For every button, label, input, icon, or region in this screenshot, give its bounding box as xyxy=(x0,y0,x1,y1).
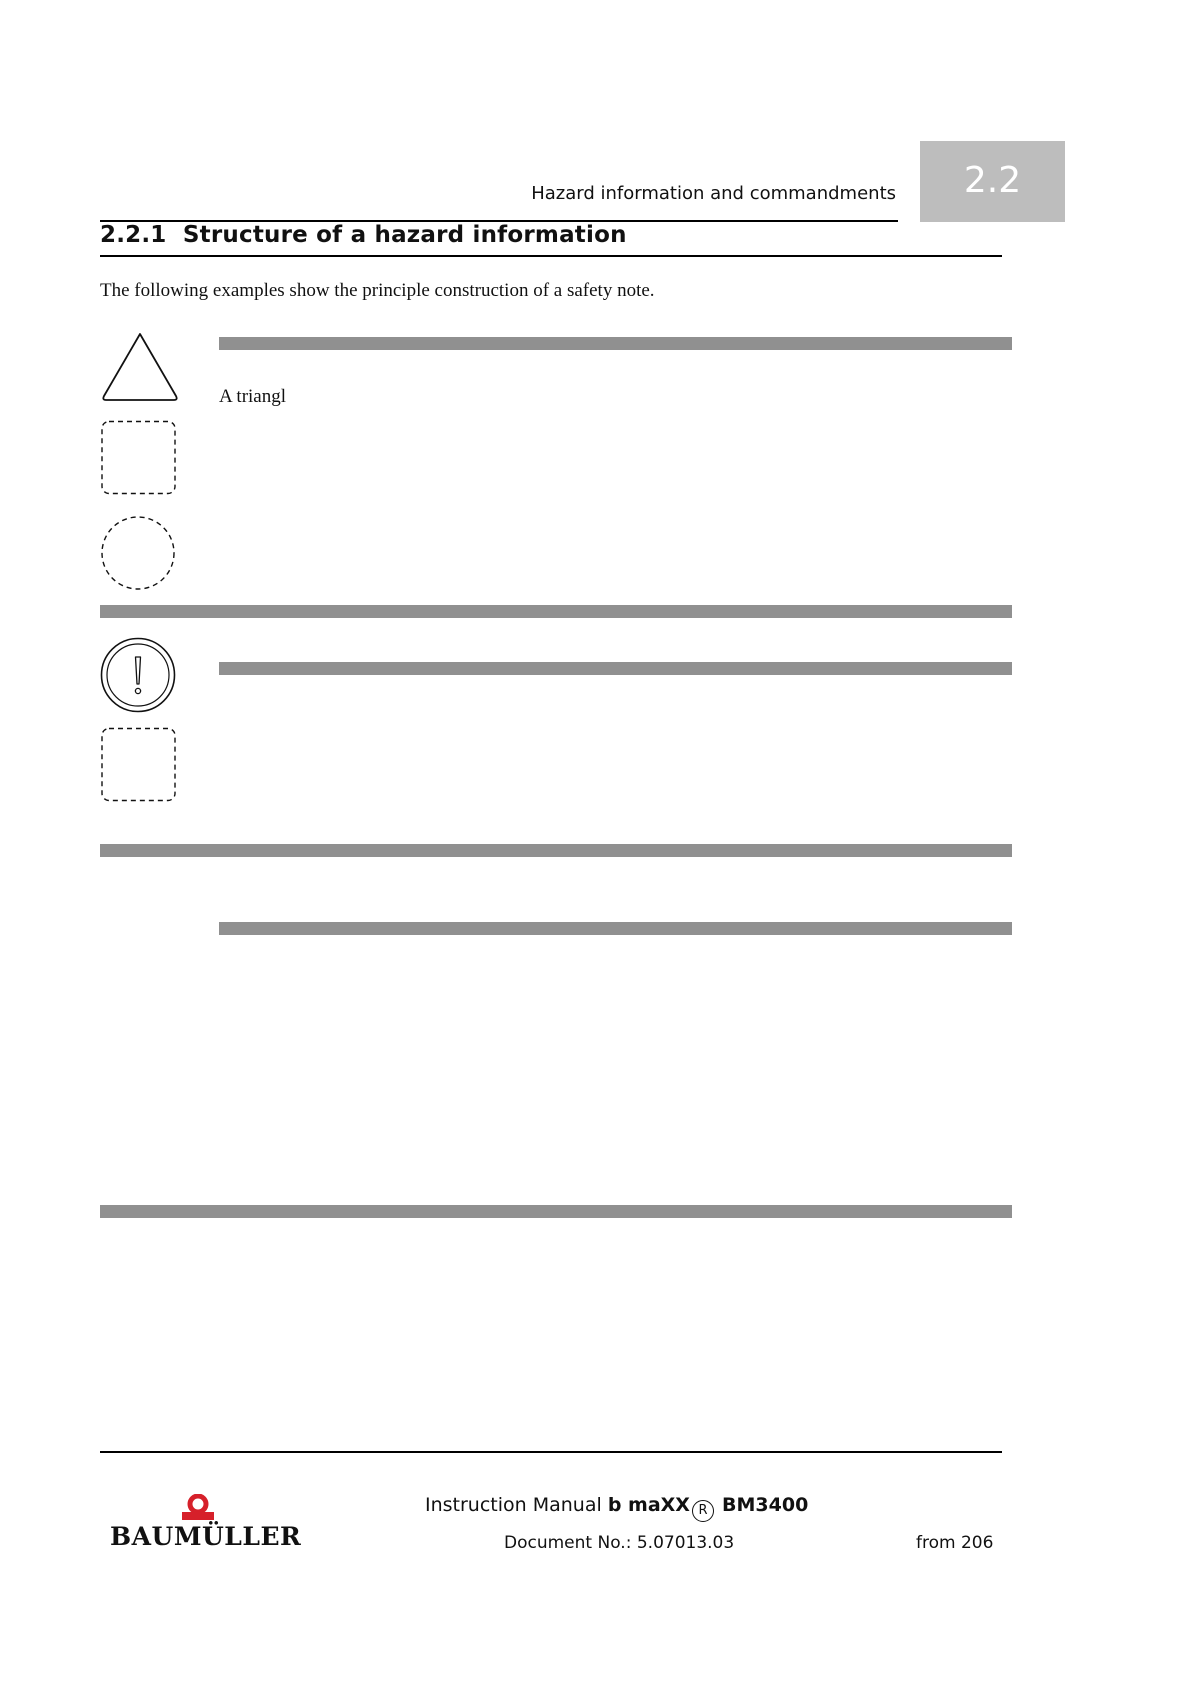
footer-rule xyxy=(100,1451,1002,1453)
heading-bar xyxy=(219,922,1012,935)
baumuller-logo-mark-icon xyxy=(180,1494,216,1522)
heading-bar xyxy=(219,662,1012,675)
logo-wordmark: BAUMÜLLER xyxy=(110,1522,302,1551)
baumuller-logo xyxy=(110,1494,302,1552)
manual-product: b maXX xyxy=(607,1494,690,1516)
title-rule xyxy=(100,255,1002,257)
intro-paragraph: The following examples show the principle construction of a safety note. xyxy=(100,280,655,301)
from-pages: 206 xyxy=(960,1533,994,1553)
section-tab xyxy=(920,141,1065,222)
dashed-circle-placeholder-icon xyxy=(100,514,178,592)
section-title-text: Structure of a hazard information xyxy=(182,222,627,248)
from-label: from xyxy=(916,1533,956,1553)
manual-prefix: Instruction Manual xyxy=(425,1494,602,1516)
separator-bar xyxy=(100,605,1012,618)
footer-page-count xyxy=(916,1533,993,1553)
heading-bar xyxy=(219,337,1012,350)
section-title xyxy=(100,222,627,248)
separator-bar xyxy=(100,1205,1012,1218)
exclamation-circle-icon xyxy=(100,637,178,715)
manual-model: BM3400 xyxy=(722,1494,809,1516)
section-number: 2.2.1 xyxy=(100,222,167,248)
running-head: Hazard information and commandments xyxy=(531,183,896,204)
footer-document-number xyxy=(504,1533,734,1553)
section-tab-number: 2.2 xyxy=(963,160,1022,201)
example-text: A triangl xyxy=(219,386,287,407)
doc-label: Document No.: xyxy=(504,1533,632,1553)
dashed-square-placeholder-icon xyxy=(100,727,178,803)
doc-number: 5.07013.03 xyxy=(636,1533,735,1553)
dashed-square-placeholder-icon xyxy=(100,420,178,496)
footer-manual-title xyxy=(425,1494,808,1522)
registered-mark: R xyxy=(692,1500,714,1522)
separator-bar xyxy=(100,844,1012,857)
warning-triangle-icon xyxy=(100,330,180,402)
